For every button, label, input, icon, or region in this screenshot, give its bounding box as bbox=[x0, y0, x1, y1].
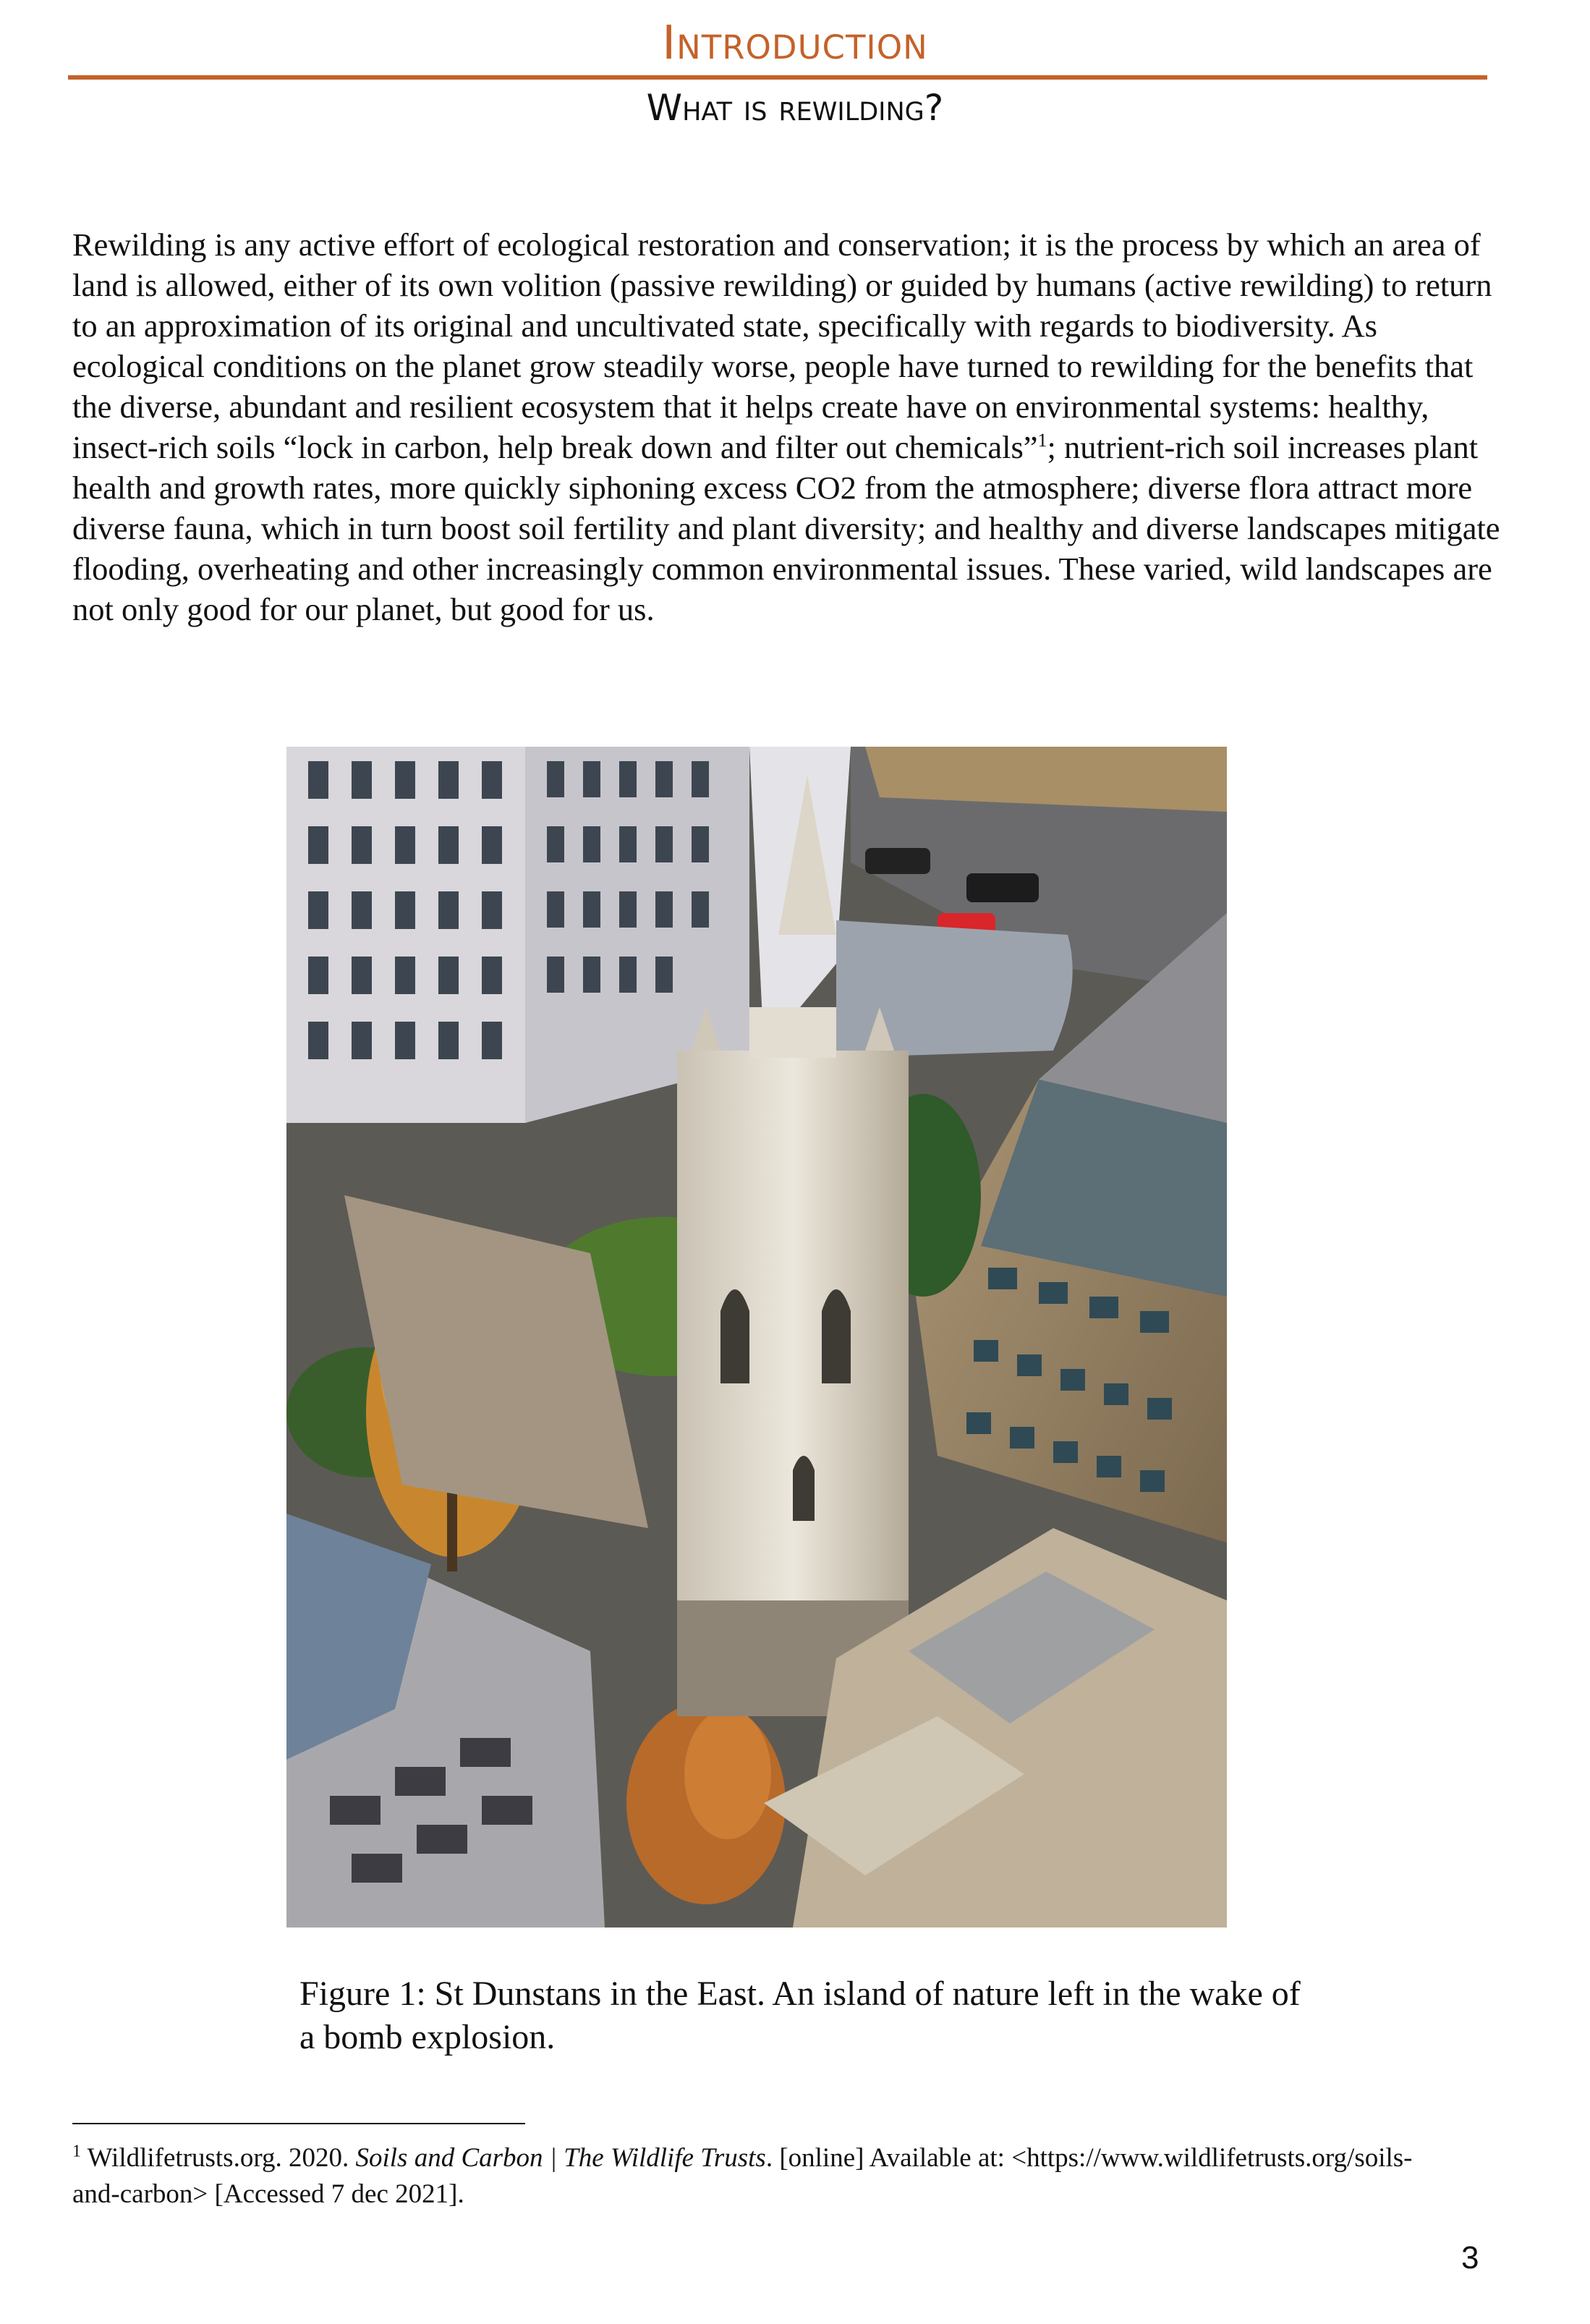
page-number: 3 bbox=[1461, 2240, 1479, 2276]
body-text-part1: Rewilding is any active effort of ecological restoration and conservation; it is the process by which an area of land is allowed, either of its own volition (passive rewilding) or guided by humans (active rewilding) to return to an approximation of its original and uncultivated state, specifically with regards to biodiversity. As ecological conditions on the planet grow steadily worse, people have turned to rewilding for the benefits that the diverse, abundant and resilient ecosystem that it helps create have on environmental systems: healthy, insect-rich soils “lock in carbon, help break down and filter out chemicals” bbox=[72, 226, 1492, 465]
figure-caption: Figure 1: St Dunstans in the East. An island of nature left in the wake of a bomb explosion. bbox=[299, 1975, 1301, 2056]
section-title: Introduction bbox=[662, 17, 928, 70]
header-divider bbox=[68, 75, 1487, 80]
church-aerial-photo bbox=[286, 747, 1227, 1928]
body-text-part2: ; nutrient-rich soil increases plant health and growth rates, more quickly siphoning excess CO2 from the atmosphere; diverse flora attract more diverse fauna, which in turn boost soil fertility and plant diversity; and healthy and diverse landscapes mitigate flooding, overheating and other increasingly common environmental issues. These varied, wild landscapes are not only good for our planet, but good for us. bbox=[72, 429, 1500, 627]
body-paragraph bbox=[72, 224, 1512, 629]
footnote-marker: 1 bbox=[72, 2142, 81, 2161]
footnote-reference[interactable]: 1 bbox=[1037, 430, 1047, 451]
footnote-divider bbox=[72, 2123, 525, 2124]
footnote bbox=[72, 2140, 1447, 2213]
section-subtitle: What is rewilding? bbox=[646, 87, 944, 129]
footnote-title: Soils and Carbon | The Wildlife Trusts bbox=[355, 2143, 766, 2173]
photo-illustration bbox=[286, 747, 1227, 1928]
footnote-details: . [online] Available at: <https://www.wildlifetrusts.org/soils-and-carbon> [Accessed 7 dec 2021]. bbox=[72, 2143, 1413, 2209]
footnote-source: Wildlifetrusts.org. 2020. bbox=[87, 2143, 349, 2173]
